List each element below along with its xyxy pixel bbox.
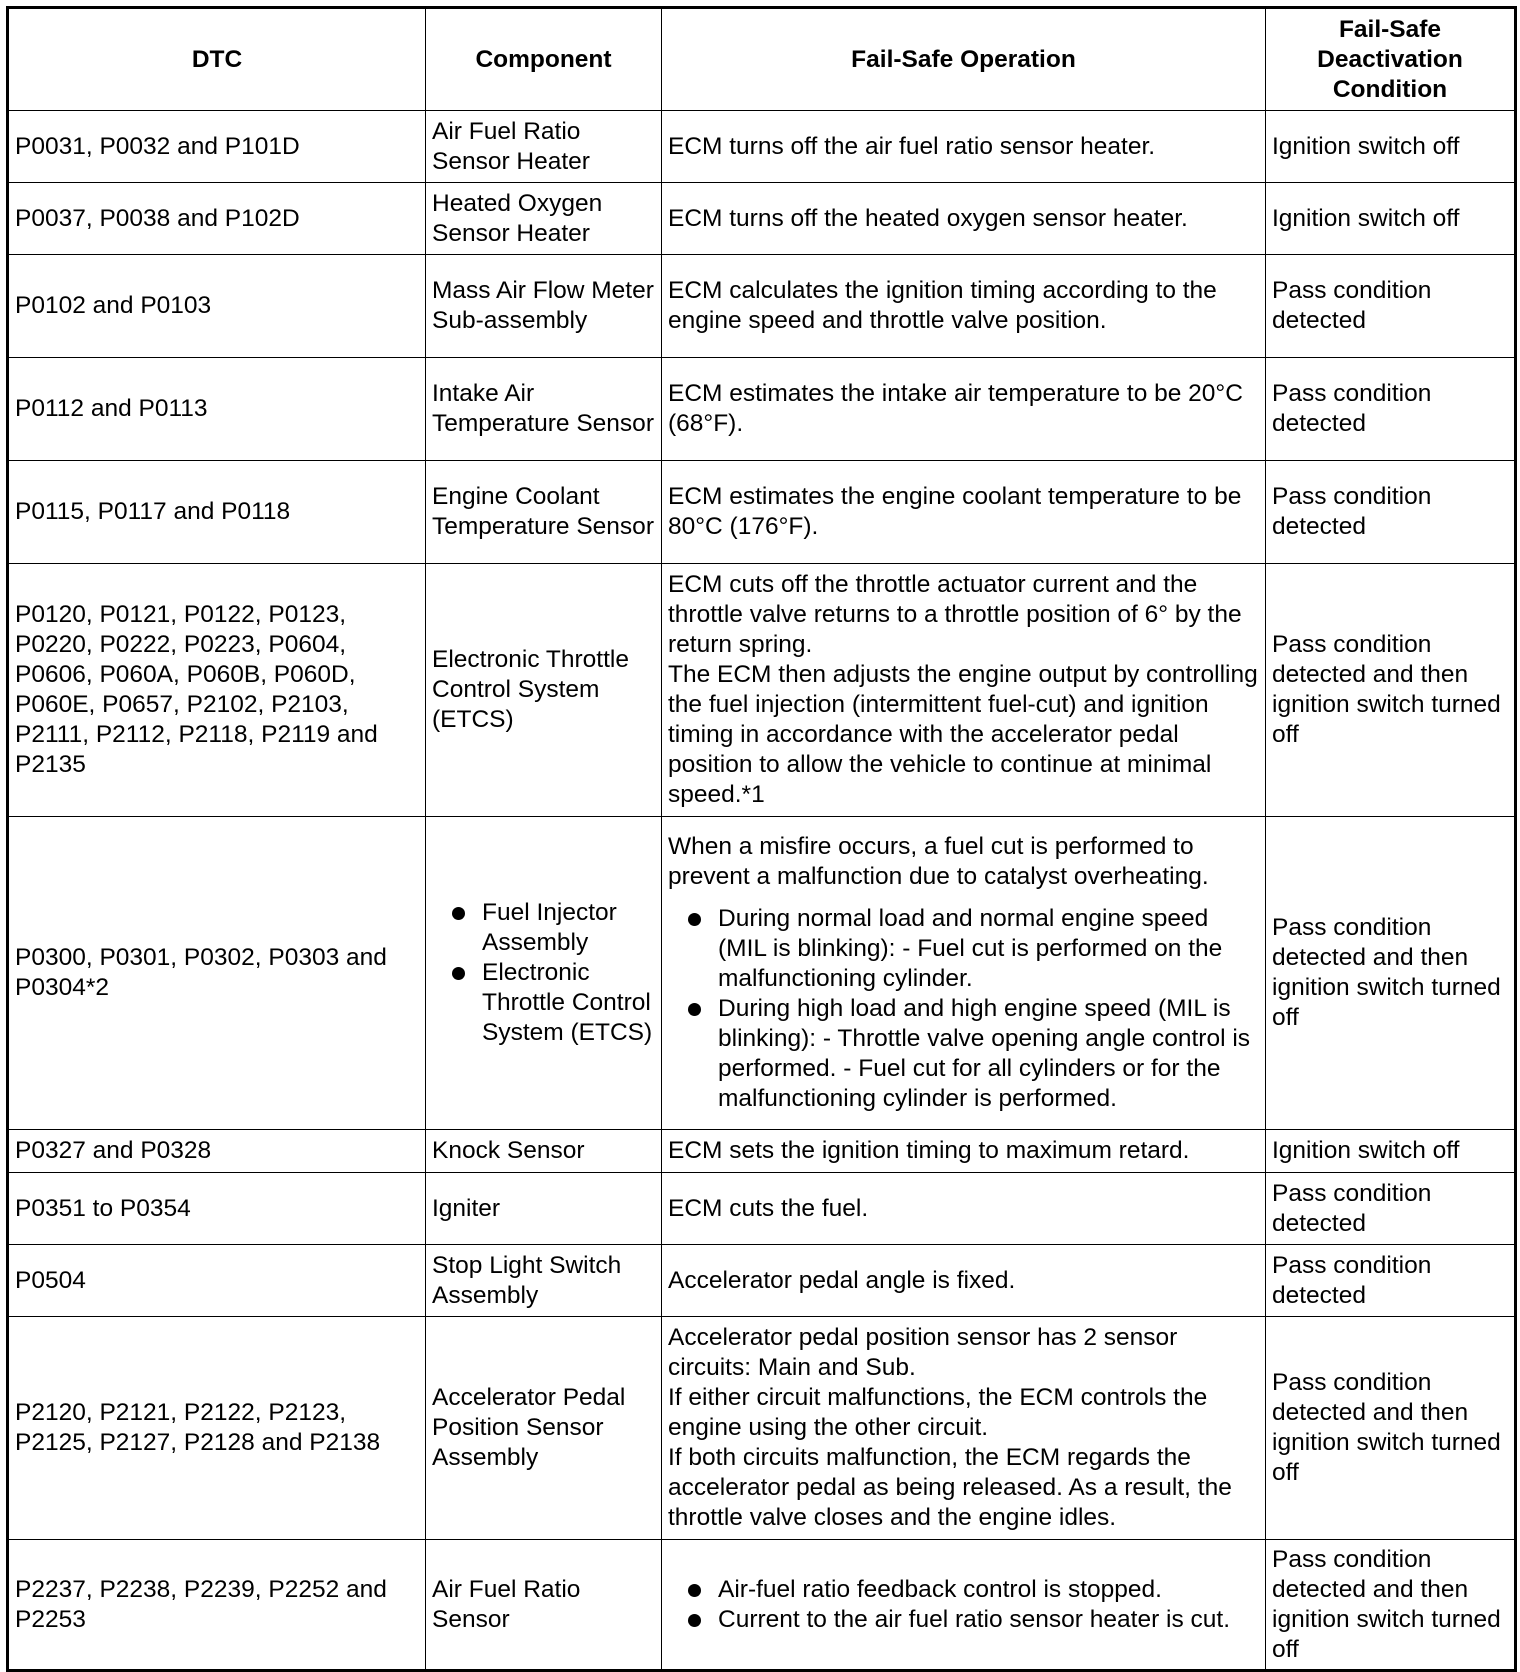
operation-paragraph: Accelerator pedal position sensor has 2 sensor circuits: Main and Sub. <box>668 1324 1178 1381</box>
operation-cell: ECM calculates the ignition timing according to the engine speed and throttle valve position. <box>662 255 1266 358</box>
component-cell: Electronic Throttle Control System (ETCS) <box>426 564 662 817</box>
table-row <box>8 255 1516 358</box>
operation-paragraph: The ECM then adjusts the engine output by controlling the fuel injection (intermittent fuel-cut) and ignition timing in accordance with the accelerator pedal position to allow the vehicle to continue at minimal speed.*1 <box>668 661 1258 808</box>
component-cell: Igniter <box>426 1173 662 1245</box>
component-list-item: Electronic Throttle Control System (ETCS) <box>432 958 659 1048</box>
dtc-cell: P0300, P0301, P0302, P0303 and P0304*2 <box>8 817 426 1130</box>
component-cell: Knock Sensor <box>426 1130 662 1173</box>
operation-cell: ECM estimates the intake air temperature to be 20°C (68°F). <box>662 358 1266 461</box>
header-component: Component <box>426 8 662 111</box>
operation-cell: ECM estimates the engine coolant temperature to be 80°C (176°F). <box>662 461 1266 564</box>
deactivation-cell: Ignition switch off <box>1266 1130 1516 1173</box>
dtc-cell: P0504 <box>8 1245 426 1317</box>
component-list-item: Fuel Injector Assembly <box>432 898 659 958</box>
table-row <box>8 1317 1516 1540</box>
component-cell: Accelerator Pedal Position Sensor Assembly <box>426 1317 662 1540</box>
table-row <box>8 1540 1516 1671</box>
operation-list-item: Air-fuel ratio feedback control is stopped. <box>668 1575 1259 1605</box>
component-cell <box>426 817 662 1130</box>
component-list <box>432 898 659 1048</box>
deactivation-cell: Pass condition detected <box>1266 358 1516 461</box>
table-row <box>8 817 1516 1130</box>
table-row <box>8 358 1516 461</box>
dtc-cell: P2237, P2238, P2239, P2252 and P2253 <box>8 1540 426 1671</box>
fail-safe-table-container <box>6 6 1517 1672</box>
deactivation-cell: Pass condition detected and then ignition switch turned off <box>1266 564 1516 817</box>
operation-cell: ECM turns off the heated oxygen sensor heater. <box>662 183 1266 255</box>
operation-cell: ECM sets the ignition timing to maximum retard. <box>662 1130 1266 1173</box>
operation-list-item: During high load and high engine speed (MIL is blinking): - Throttle valve opening angle control is performed. - Fuel cut for all cylinders or for the malfunctioning cylinder is performed. <box>668 994 1259 1114</box>
component-cell: Engine Coolant Temperature Sensor <box>426 461 662 564</box>
component-cell: Air Fuel Ratio Sensor <box>426 1540 662 1671</box>
operation-cell <box>662 1317 1266 1540</box>
operation-list <box>668 904 1259 1114</box>
operation-cell: ECM cuts the fuel. <box>662 1173 1266 1245</box>
deactivation-cell: Pass condition detected and then ignition switch turned off <box>1266 1540 1516 1671</box>
table-row <box>8 1245 1516 1317</box>
operation-cell <box>662 564 1266 817</box>
deactivation-cell: Pass condition detected <box>1266 255 1516 358</box>
dtc-cell: P0327 and P0328 <box>8 1130 426 1173</box>
table-row <box>8 461 1516 564</box>
table-row <box>8 564 1516 817</box>
fail-safe-table <box>6 6 1517 1672</box>
operation-intro: When a misfire occurs, a fuel cut is performed to prevent a malfunction due to catalyst overheating. <box>668 833 1209 890</box>
dtc-cell: P0115, P0117 and P0118 <box>8 461 426 564</box>
operation-list-item: During normal load and normal engine speed (MIL is blinking): - Fuel cut is performed on the malfunctioning cylinder. <box>668 904 1259 994</box>
component-cell: Air Fuel Ratio Sensor Heater <box>426 111 662 183</box>
dtc-cell: P0031, P0032 and P101D <box>8 111 426 183</box>
table-row <box>8 1130 1516 1173</box>
operation-list <box>668 1575 1259 1635</box>
header-row <box>8 8 1516 111</box>
operation-list-item: Current to the air fuel ratio sensor heater is cut. <box>668 1605 1259 1635</box>
deactivation-cell: Ignition switch off <box>1266 183 1516 255</box>
deactivation-cell: Pass condition detected <box>1266 1173 1516 1245</box>
deactivation-cell: Pass condition detected <box>1266 461 1516 564</box>
operation-cell <box>662 817 1266 1130</box>
dtc-cell: P0102 and P0103 <box>8 255 426 358</box>
header-operation: Fail-Safe Operation <box>662 8 1266 111</box>
component-cell: Heated Oxygen Sensor Heater <box>426 183 662 255</box>
operation-cell <box>662 1540 1266 1671</box>
deactivation-cell: Pass condition detected and then ignition switch turned off <box>1266 817 1516 1130</box>
deactivation-cell: Pass condition detected <box>1266 1245 1516 1317</box>
header-deactivation: Fail-Safe Deactivation Condition <box>1266 8 1516 111</box>
table-row <box>8 183 1516 255</box>
header-dtc: DTC <box>8 8 426 111</box>
operation-paragraph: If both circuits malfunction, the ECM regards the accelerator pedal as being released. As a result, the throttle valve closes and the engine idles. <box>668 1444 1232 1531</box>
dtc-cell: P0120, P0121, P0122, P0123, P0220, P0222, P0223, P0604, P0606, P060A, P060B, P060D, P060E, P0657, P2102, P2103, P2111, P2112, P2118, P2119 and P2135 <box>8 564 426 817</box>
dtc-cell: P2120, P2121, P2122, P2123, P2125, P2127, P2128 and P2138 <box>8 1317 426 1540</box>
dtc-cell: P0037, P0038 and P102D <box>8 183 426 255</box>
dtc-cell: P0351 to P0354 <box>8 1173 426 1245</box>
table-row <box>8 111 1516 183</box>
operation-cell: ECM turns off the air fuel ratio sensor heater. <box>662 111 1266 183</box>
deactivation-cell: Ignition switch off <box>1266 111 1516 183</box>
deactivation-cell: Pass condition detected and then ignition switch turned off <box>1266 1317 1516 1540</box>
component-cell: Stop Light Switch Assembly <box>426 1245 662 1317</box>
operation-cell: Accelerator pedal angle is fixed. <box>662 1245 1266 1317</box>
component-cell: Mass Air Flow Meter Sub-assembly <box>426 255 662 358</box>
component-cell: Intake Air Temperature Sensor <box>426 358 662 461</box>
operation-paragraph: If either circuit malfunctions, the ECM controls the engine using the other circuit. <box>668 1384 1208 1441</box>
table-row <box>8 1173 1516 1245</box>
operation-paragraph: ECM cuts off the throttle actuator current and the throttle valve returns to a throttle position of 6° by the return spring. <box>668 571 1242 658</box>
dtc-cell: P0112 and P0113 <box>8 358 426 461</box>
